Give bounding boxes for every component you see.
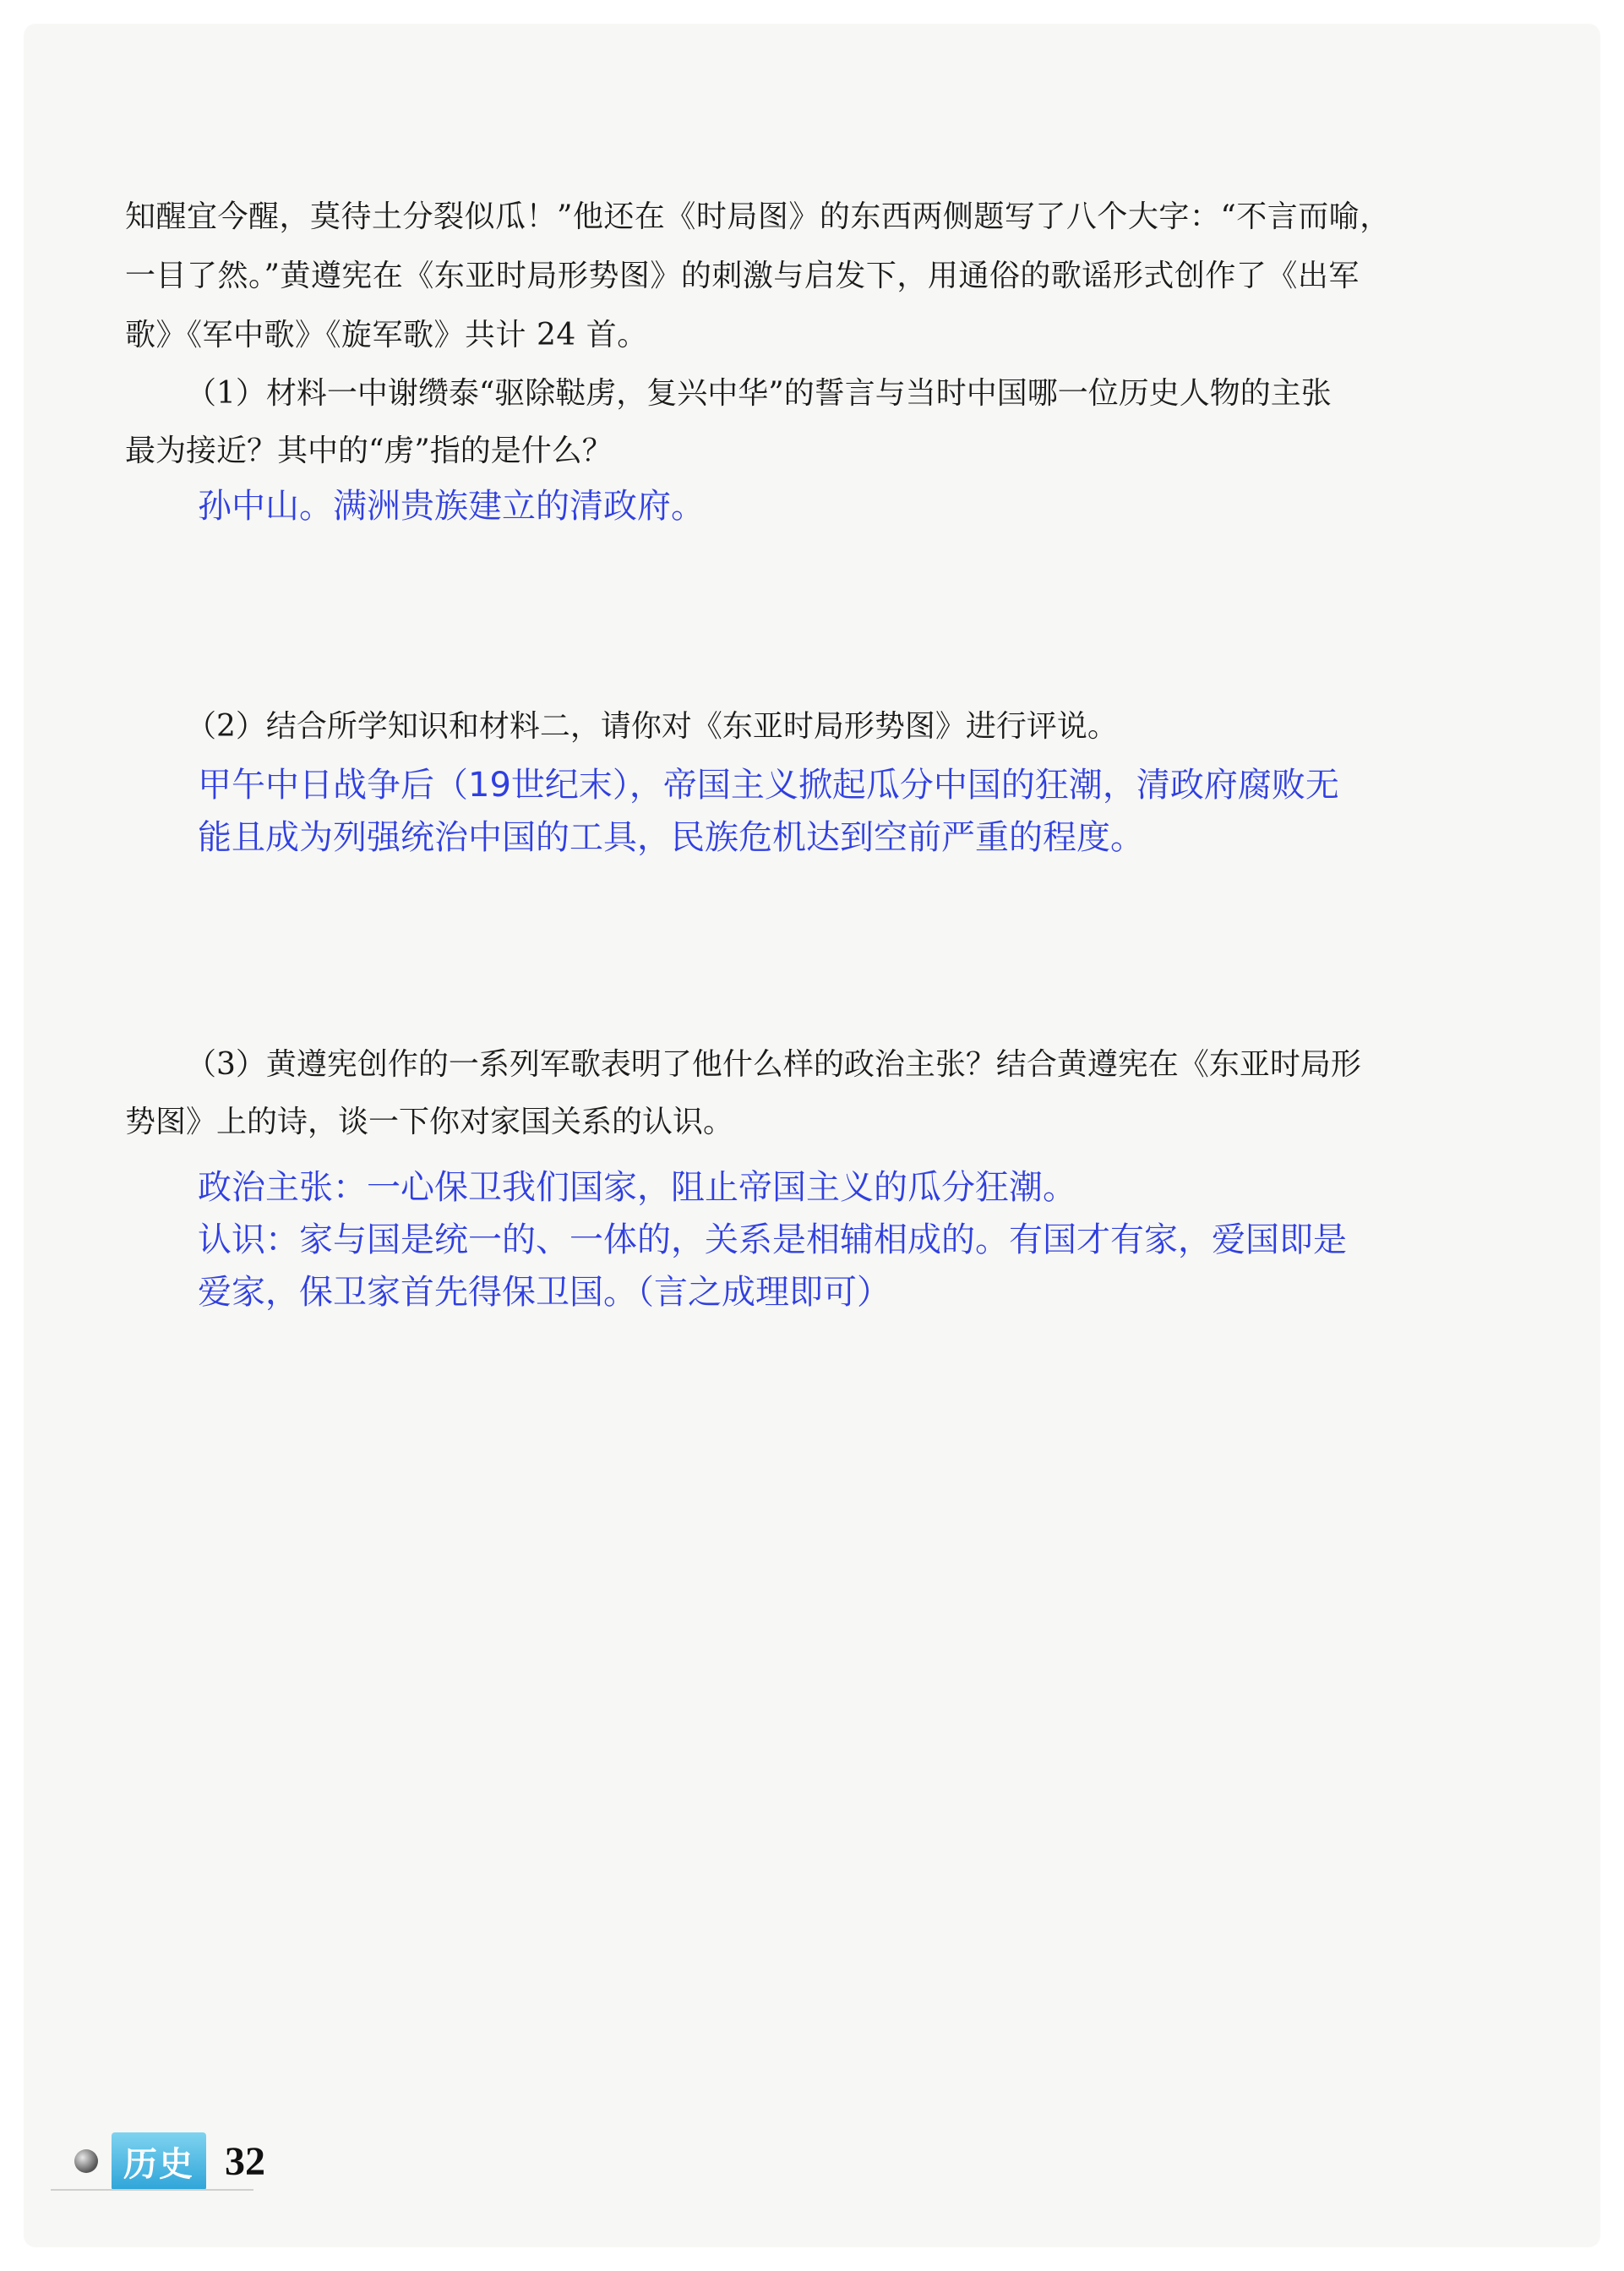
question-3-line: （3）黄遵宪创作的一系列军歌表明了他什么样的政治主张？结合黄遵宪在《东亚时局形: [186, 1047, 1361, 1082]
question-3-line: 势图》上的诗，谈一下你对家国关系的认识。: [125, 1105, 734, 1139]
answer-1-line: 孙中山。满洲贵族建立的清政府。: [198, 487, 705, 526]
question-1-line: （1）材料一中谢缵泰“驱除鞑虏，复兴中华”的誓言与当时中国哪一位历史人物的主张: [186, 376, 1332, 411]
page-number: 32: [225, 2138, 265, 2184]
answer-1: [198, 480, 1516, 532]
question-1-line: 最为接近？其中的“虏”指的是什么？: [125, 434, 613, 468]
question-1: [125, 365, 1502, 480]
material-line: 歌》《军中歌》《旋军歌》共计 24 首。: [125, 318, 648, 352]
question-3: [125, 1036, 1502, 1151]
answer-3-line: 爱家，保卫家首先得保卫国。（言之成理即可）: [198, 1273, 891, 1312]
answer-3-line: 政治主张：一心保卫我们国家，阻止帝国主义的瓜分狂潮。: [198, 1168, 1076, 1207]
answer-2-line: 甲午中日战争后（19世纪末），帝国主义掀起瓜分中国的狂潮，清政府腐败无: [198, 766, 1339, 805]
answer-2-line: 能且成为列强统治中国的工具，民族危机达到空前严重的程度。: [198, 818, 1144, 857]
material-line: 知醒宜今醒，莫待土分裂似瓜！”他还在《时局图》的东西两侧题写了八个大字：“不言而喻，: [125, 199, 1391, 234]
page-footer: [74, 2132, 265, 2191]
material-text: [125, 188, 1502, 365]
answer-3: [198, 1161, 1516, 1318]
material-line: 一目了然。”黄遵宪在《东亚时局形势图》的刺激与启发下，用通俗的歌谣形式创作了《出军: [125, 259, 1360, 293]
subject-badge: 历史: [112, 2132, 206, 2191]
question-2: [125, 698, 1502, 756]
bullet-icon: [74, 2149, 98, 2173]
answer-2: [198, 759, 1516, 864]
answer-3-line: 认识：家与国是统一的、一体的，关系是相辅相成的。有国才有家，爱国即是: [198, 1220, 1347, 1259]
question-2-line: （2）结合所学知识和材料二，请你对《东亚时局形势图》进行评说。: [186, 709, 1118, 744]
footer-divider: [51, 2189, 253, 2191]
